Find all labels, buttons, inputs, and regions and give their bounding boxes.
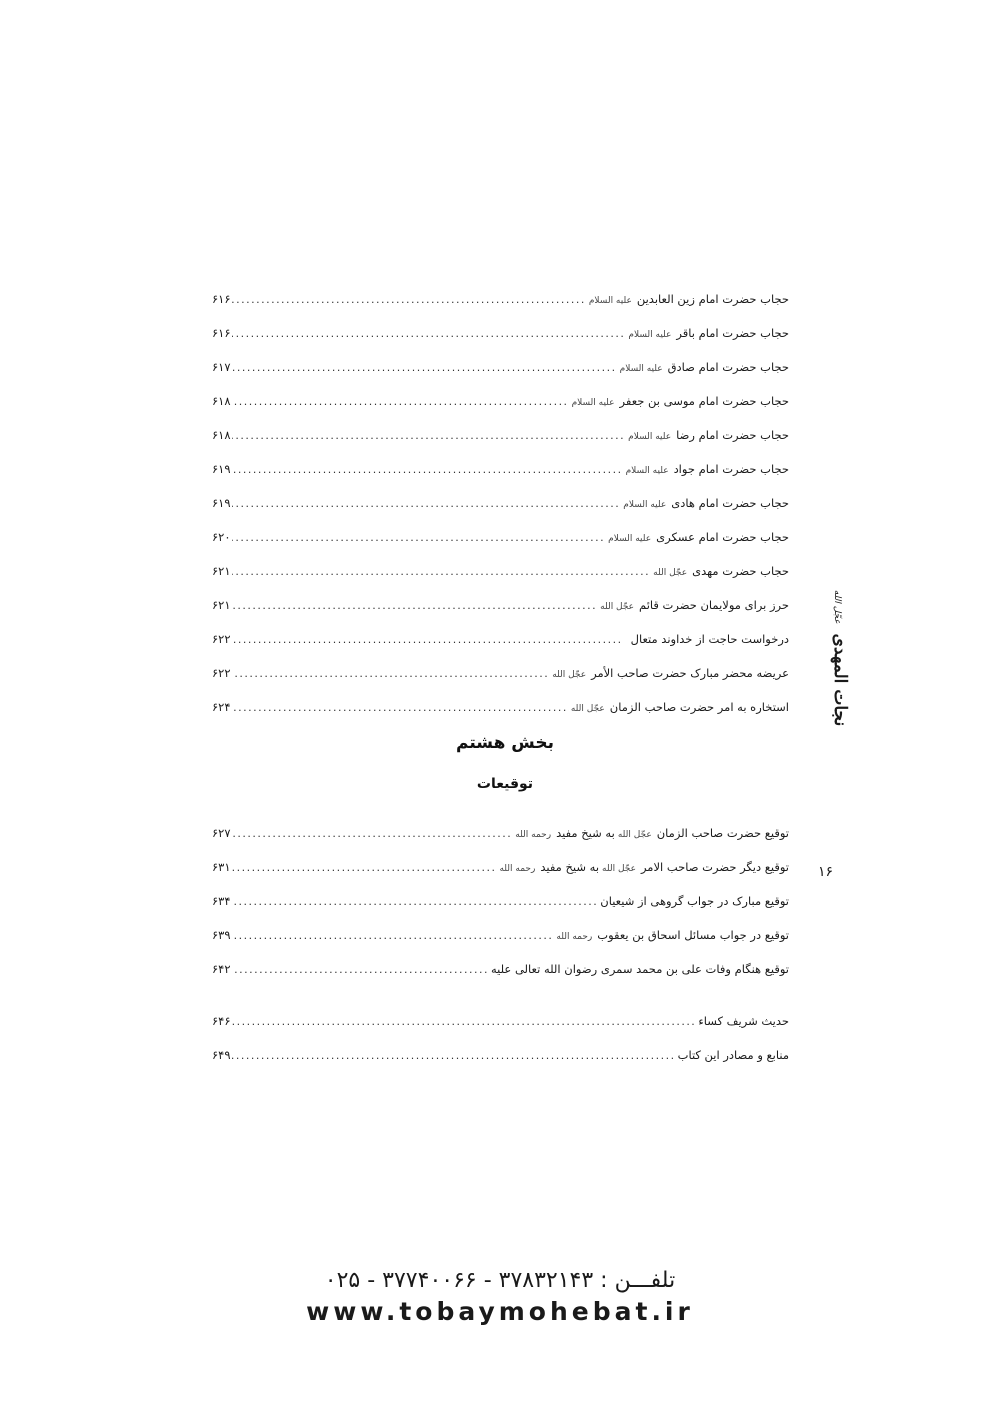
- toc-entry-title: درخواست حاجت از خداوند متعال: [630, 632, 789, 646]
- toc-entry-page: ۶۴۶: [212, 1014, 231, 1028]
- toc-entry[interactable]: [212, 323, 789, 343]
- toc-entry-page: ۶۱۶: [212, 326, 231, 340]
- toc-entry-title: حدیث شریف کساء: [698, 1014, 789, 1028]
- footer-website[interactable]: www.tobaymohebat.ir: [306, 1297, 694, 1326]
- honorific-icon: عجّل الله: [570, 704, 605, 714]
- running-header: [820, 588, 860, 728]
- phone-numbers: ۳۷۸۳۲۱۴۳ - ۳۷۷۴۰۰۶۶ - ۰۲۵: [324, 1268, 594, 1293]
- honorific-icon: علیه السلام: [608, 534, 652, 544]
- toc-entry[interactable]: [212, 857, 789, 877]
- leader-dots: [232, 960, 489, 980]
- honorific-icon: عجّل الله: [653, 568, 688, 578]
- toc-entry-suffix: به شیخ مفید: [556, 826, 615, 840]
- honorific-icon: عجّل الله: [552, 670, 587, 680]
- toc-entry-title: توقیع در جواب مسائل اسحاق بن یعقوب: [597, 928, 789, 942]
- toc-entry-page: ۶۱۶: [212, 292, 231, 306]
- toc-entry-page: ۶۱۸: [212, 394, 231, 408]
- toc-entry-page: ۶۴۲: [212, 962, 231, 976]
- leader-dots: [232, 926, 554, 946]
- toc-entry[interactable]: [212, 629, 789, 649]
- leader-dots: [232, 630, 623, 650]
- honorific-icon: علیه السلام: [588, 296, 632, 306]
- toc-entry[interactable]: [212, 493, 789, 513]
- toc-entry-page: ۶۳۹: [212, 928, 231, 942]
- honorific-icon: عجّل الله: [602, 864, 636, 874]
- leader-dots: [232, 324, 626, 344]
- book-title: نجات المهدی: [830, 633, 850, 727]
- toc-entry-page: ۶۲۲: [212, 666, 231, 680]
- honorific-icon: عجّل الله: [600, 602, 635, 612]
- leader-dots: [232, 562, 651, 582]
- leader-dots: [232, 664, 550, 684]
- toc-entry-page: ۶۲۰: [212, 530, 231, 544]
- toc-entry-title: توقیع دیگر حضرت صاحب الامر: [640, 860, 789, 874]
- toc-entry-title: حجاب حضرت امام رضا: [676, 428, 789, 442]
- toc-entry-page: ۶۱۹: [212, 462, 231, 476]
- leader-dots: [232, 494, 621, 514]
- toc-entry-page: ۶۱۸: [212, 428, 231, 442]
- toc-entry[interactable]: [212, 1011, 789, 1031]
- toc-entry[interactable]: [212, 425, 789, 445]
- toc-entry-title: توقیع حضرت صاحب الزمان: [656, 826, 789, 840]
- toc-entry[interactable]: [212, 1045, 789, 1065]
- honorific-icon: علیه السلام: [628, 330, 672, 340]
- leader-dots: [232, 426, 626, 446]
- toc-entry-page: ۶۳۴: [212, 894, 231, 908]
- honorific-icon: رحمه الله: [515, 830, 552, 840]
- leader-dots: [232, 1012, 697, 1032]
- toc-entry-title: حرز برای مولایمان حضرت قائم: [639, 598, 789, 612]
- toc-entry-page: ۶۱۹: [212, 496, 231, 510]
- honorific-icon: رحمه الله: [499, 864, 536, 874]
- leader-dots: [232, 858, 497, 878]
- toc-entry[interactable]: [212, 663, 789, 683]
- toc-entry[interactable]: [212, 289, 789, 309]
- toc-entry-page: ۶۲۲: [212, 632, 231, 646]
- toc-entry-title: عریضه محضر مبارک حضرت صاحب الأمر: [591, 666, 789, 680]
- toc-entry[interactable]: [212, 595, 789, 615]
- page-number: ۱۶: [818, 864, 834, 880]
- toc-entry-title: حجاب حضرت امام موسی بن جعفر: [619, 394, 789, 408]
- leader-dots: [232, 824, 513, 844]
- section-subtitle: توقیعات: [476, 776, 534, 792]
- toc-entry-title: حجاب حضرت امام باقر: [676, 326, 789, 340]
- toc-entry-page: ۶۳۱: [212, 860, 231, 874]
- toc-entry-title: توقیع مبارک در جواب گروهی از شیعیان: [600, 894, 789, 908]
- honorific-icon: علیه السلام: [623, 500, 667, 510]
- phone-label: تلفـــن :: [600, 1268, 676, 1293]
- toc-entry[interactable]: [212, 527, 789, 547]
- footer-phone: [0, 1268, 1000, 1293]
- toc-entry[interactable]: [212, 391, 789, 411]
- toc-entry-title: حجاب حضرت مهدی: [692, 564, 789, 578]
- toc-entry-title: منابع و مصادر این کتاب: [677, 1048, 789, 1062]
- toc-entry-title: حجاب حضرت امام صادق: [667, 360, 789, 374]
- honorific-icon: عجّل الله: [617, 830, 652, 840]
- toc-entry[interactable]: [212, 697, 789, 717]
- toc-entry-title: حجاب حضرت امام زین العابدین: [636, 292, 789, 306]
- leader-dots: [232, 528, 606, 548]
- toc-entry-title: حجاب حضرت امام عسکری: [656, 530, 789, 544]
- toc-entry[interactable]: [212, 561, 789, 581]
- leader-dots: [232, 460, 623, 480]
- leader-dots: [232, 698, 568, 718]
- toc-entry-page: ۶۴۹: [212, 1048, 231, 1062]
- toc-entry[interactable]: [212, 357, 789, 377]
- toc-entry[interactable]: [212, 459, 789, 479]
- honorific-icon: علیه السلام: [625, 466, 669, 476]
- toc-entry-page: ۶۲۷: [212, 826, 231, 840]
- toc-entry[interactable]: [212, 891, 789, 911]
- leader-dots: [232, 290, 586, 310]
- leader-dots: [232, 392, 569, 412]
- leader-dots: [232, 1046, 676, 1066]
- toc-entry-title: استخاره به امر حضرت صاحب الزمان: [609, 700, 789, 714]
- honorific-icon: عجّل الله: [832, 589, 842, 624]
- toc-entry[interactable]: [212, 959, 789, 979]
- toc-entry-suffix: به شیخ مفید: [540, 860, 600, 874]
- toc-entry[interactable]: [212, 823, 789, 843]
- toc-entry-page: ۶۱۷: [212, 360, 231, 374]
- leader-dots: [232, 596, 598, 616]
- toc-entry-page: ۶۲۴: [212, 700, 231, 714]
- leader-dots: [232, 892, 599, 912]
- toc-entry-title: توقیع هنگام وفات علی بن محمد سمری رضوان الله تعالی علیه: [490, 962, 789, 976]
- honorific-icon: رحمه الله: [556, 932, 593, 942]
- honorific-icon: علیه السلام: [571, 398, 615, 408]
- part-title: بخش هشتم: [456, 733, 554, 753]
- toc-entry-page: ۶۲۱: [212, 564, 231, 578]
- honorific-icon: علیه السلام: [628, 432, 672, 442]
- toc-entry-title: حجاب حضرت امام هادی: [671, 496, 789, 510]
- toc-entry-page: ۶۲۱: [212, 598, 231, 612]
- honorific-icon: علیه السلام: [619, 364, 663, 374]
- leader-dots: [232, 358, 617, 378]
- toc-entry-title: حجاب حضرت امام جواد: [673, 462, 789, 476]
- toc-entry[interactable]: [212, 925, 789, 945]
